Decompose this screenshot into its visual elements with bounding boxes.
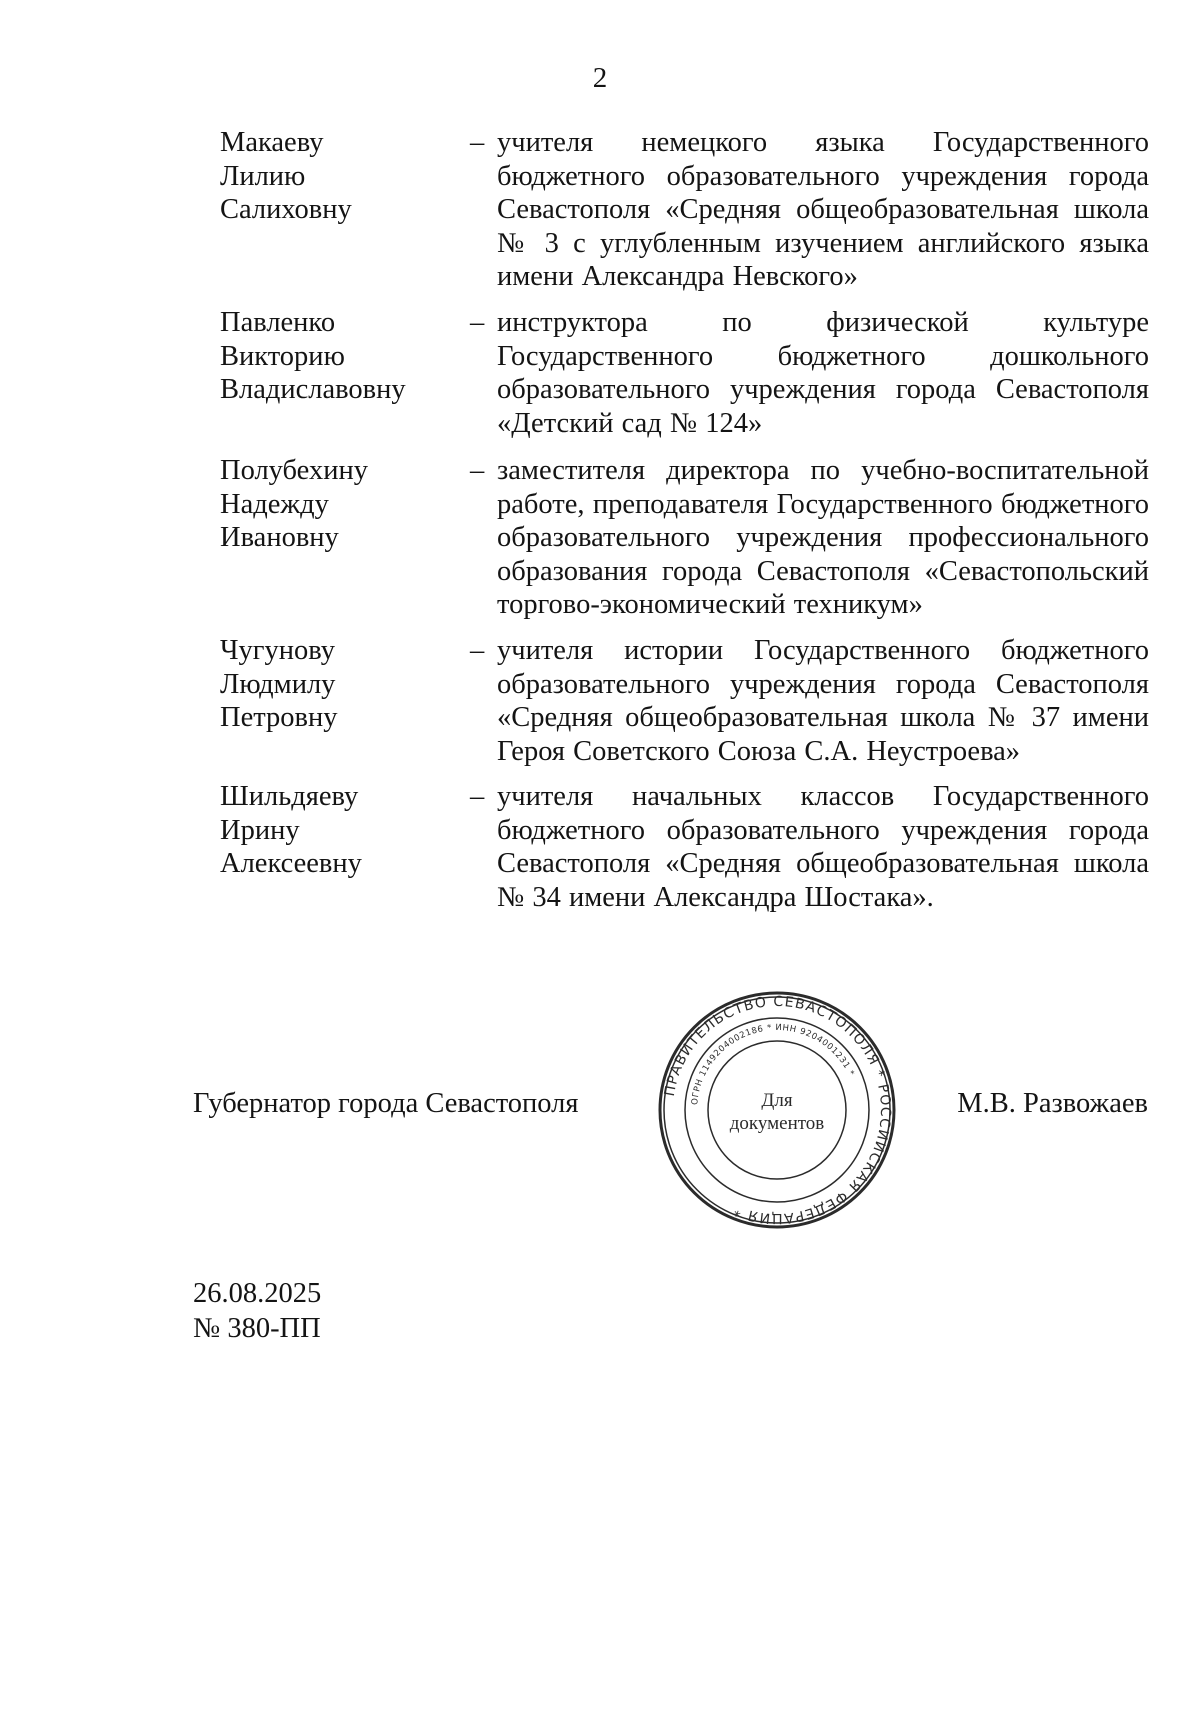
document-number: № 380-ПП: [193, 1313, 321, 1344]
appointee-name: [220, 126, 352, 227]
official-seal: [657, 990, 897, 1230]
list-item: [0, 306, 1200, 454]
appointee-name: [220, 454, 368, 555]
appointee-position: учителя начальных классов Государственного бюджетного образовательного учреждения города Севастополя «Средняя общеобразовательная школа № 34 имени Александра Шостака».: [497, 781, 1149, 913]
appointee-name: [220, 780, 362, 881]
name-line: Ивановну: [220, 522, 339, 553]
name-line: Чугунову: [220, 635, 335, 666]
appointee-position: заместителя директора по учебно-воспитательной работе, преподавателя Государственного бюджетного образовательного учреждения профессионального образования города Севастополя «Севастопольский торгово-экономический техникум»: [497, 455, 1149, 620]
page-number: 2: [592, 62, 608, 94]
seal-outer-text: ПРАВИТЕЛЬСТВО СЕВАСТОПОЛЯ * РОССИЙСКАЯ ФЕДЕРАЦИЯ *: [661, 993, 894, 1227]
appointee-position: учителя немецкого языка Государственного бюджетного образовательного учреждения города Севастополя «Средняя общеобразовательная школа № 3 с углубленным изучением английского языка имени Александра Невского»: [497, 127, 1149, 292]
name-line: Людмилу: [220, 668, 336, 700]
name-line: Полубехину: [220, 455, 368, 486]
name-line: Салиховну: [220, 194, 352, 225]
dash: –: [470, 635, 485, 666]
name-line: Алексеевну: [220, 848, 362, 879]
appointee-position: инструктора по физической культуре Государственного бюджетного дошкольного образовательного учреждения города Севастополя «Детский сад № 124»: [497, 307, 1149, 439]
dash: –: [470, 455, 485, 486]
name-line: Ирину: [220, 814, 300, 846]
appointee-list: [0, 126, 1200, 930]
name-line: Павленко: [220, 307, 336, 338]
seal-center-line: Для: [761, 1090, 793, 1111]
list-item: [0, 126, 1200, 306]
signer-name: М.В. Развожаев: [957, 1088, 1148, 1119]
dash: –: [470, 127, 485, 158]
list-item: [0, 780, 1200, 930]
seal-inner-text: ОГРН 1149204002186 * ИНН 9204001231 *: [690, 1022, 856, 1106]
name-line: Лилию: [220, 160, 306, 192]
appointee-name: [220, 306, 406, 407]
seal-center-line: документов: [729, 1113, 825, 1134]
signer-position: Губернатор города Севастополя: [193, 1088, 579, 1119]
appointee-name: [220, 634, 338, 735]
dash: –: [470, 781, 485, 812]
list-item: [0, 634, 1200, 780]
document-date: 26.08.2025: [193, 1278, 322, 1309]
appointee-position: учителя истории Государственного бюджетного образовательного учреждения города Севастополя «Средняя общеобразовательная школа № 37 имени Героя Советского Союза С.А. Неустроева»: [497, 635, 1149, 767]
name-line: Надежду: [220, 488, 329, 520]
name-line: Макаеву: [220, 127, 324, 158]
list-item: [0, 454, 1200, 634]
name-line: Владиславовну: [220, 374, 406, 405]
dash: –: [470, 307, 485, 338]
name-line: Петровну: [220, 702, 338, 733]
name-line: Шильдяеву: [220, 781, 359, 812]
document-meta: [193, 1276, 321, 1346]
name-line: Викторию: [220, 340, 345, 372]
